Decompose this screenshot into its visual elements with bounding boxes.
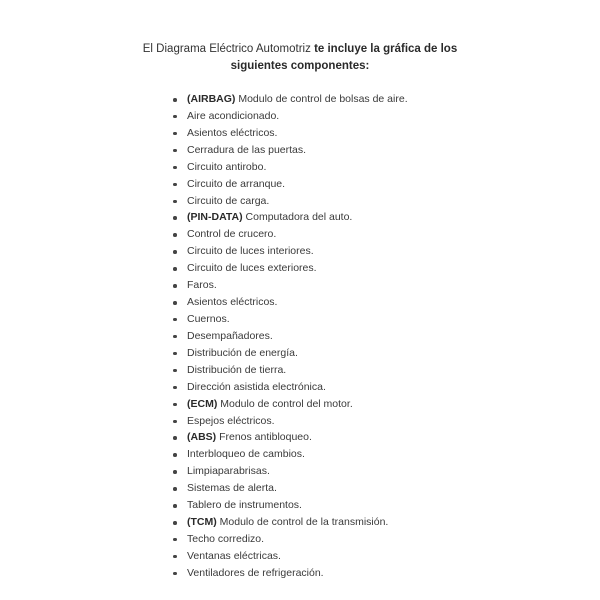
bullet-icon: [173, 538, 177, 542]
list-item: [173, 548, 408, 565]
list-item: [173, 497, 408, 514]
list-item: [173, 480, 408, 497]
component-code: (ECM): [187, 397, 218, 410]
component-name: Dirección asistida electrónica.: [187, 380, 326, 393]
bullet-icon: [173, 369, 177, 373]
bullet-icon: [173, 555, 177, 559]
list-item: [173, 396, 408, 413]
list-item: [173, 446, 408, 463]
component-name: Cerradura de las puertas.: [187, 143, 307, 156]
list-item: [173, 159, 408, 176]
component-name: Computadora del auto.: [242, 211, 353, 224]
component-code: (AIRBAG): [187, 93, 236, 105]
bullet-icon: [173, 403, 177, 407]
intro-paragraph: [120, 41, 480, 75]
bullet-icon: [173, 521, 177, 525]
list-item: [173, 226, 408, 243]
bullet-icon: [173, 183, 177, 187]
bullet-icon: [173, 572, 177, 576]
list-item: [173, 277, 408, 294]
component-name: Distribución de tierra.: [187, 363, 287, 376]
component-name: Ventanas eléctricas.: [187, 549, 281, 562]
bullet-icon: [173, 352, 177, 356]
bullet-icon: [173, 386, 177, 390]
component-name: Aire acondicionado.: [187, 109, 280, 122]
component-name: Frenos antibloqueo.: [216, 431, 312, 444]
bullet-icon: [173, 98, 177, 102]
intro-plain-text: El Diagrama Eléctrico Automotriz: [142, 43, 315, 55]
bullet-icon: [173, 504, 177, 508]
bullet-icon: [173, 250, 177, 254]
list-item: [173, 514, 408, 531]
list-item: [173, 91, 408, 108]
component-name: Circuito de carga.: [187, 194, 270, 207]
component-name: Distribución de energía.: [187, 346, 298, 359]
intro-bold-text: te incluye la gráfica de los siguientes componentes:: [230, 43, 458, 72]
bullet-icon: [173, 149, 177, 153]
bullet-icon: [173, 301, 177, 305]
component-name: Techo corredizo.: [187, 532, 265, 545]
bullet-icon: [173, 233, 177, 237]
bullet-icon: [173, 318, 177, 322]
component-name: Interbloqueo de cambios.: [187, 448, 305, 461]
bullet-icon: [173, 487, 177, 491]
component-name: Sistemas de alerta.: [187, 482, 277, 495]
bullet-icon: [173, 132, 177, 136]
bullet-icon: [173, 470, 177, 474]
list-item: [173, 193, 408, 210]
list-item: [173, 108, 408, 125]
list-item: [173, 243, 408, 260]
components-list: [173, 91, 408, 582]
bullet-icon: [173, 436, 177, 440]
component-name: Tablero de instrumentos.: [187, 499, 302, 512]
component-name: Asientos eléctricos.: [187, 126, 278, 139]
list-item: [173, 176, 408, 193]
component-name: Ventiladores de refrigeración.: [187, 566, 324, 579]
component-name: Circuito antirobo.: [187, 160, 267, 173]
list-item: [173, 429, 408, 446]
component-name: Circuito de arranque.: [187, 177, 286, 190]
list-item: [173, 294, 408, 311]
bullet-icon: [173, 267, 177, 271]
component-name: Desempañadores.: [187, 329, 273, 342]
component-name: Circuito de luces interiores.: [187, 245, 314, 258]
list-item: [173, 345, 408, 362]
bullet-icon: [173, 335, 177, 339]
component-name: Cuernos.: [187, 312, 230, 325]
component-name: Limpiaparabrisas.: [187, 465, 270, 478]
list-item: [173, 328, 408, 345]
bullet-icon: [173, 420, 177, 424]
component-name: Espejos eléctricos.: [187, 414, 275, 427]
component-name: Circuito de luces exteriores.: [187, 262, 317, 275]
component-code: (TCM): [187, 516, 217, 529]
bullet-icon: [173, 216, 177, 220]
bullet-icon: [173, 453, 177, 457]
list-item: [173, 209, 408, 226]
list-item: [173, 125, 408, 142]
component-name: Modulo de control de bolsas de aire.: [235, 93, 408, 105]
list-item: [173, 362, 408, 379]
component-name: Faros.: [187, 279, 217, 292]
bullet-icon: [173, 166, 177, 170]
bullet-icon: [173, 115, 177, 119]
bullet-icon: [173, 200, 177, 204]
list-item: [173, 142, 408, 159]
list-item: [173, 311, 408, 328]
component-code: (ABS): [187, 431, 217, 444]
component-name: Modulo de control de la transmisión.: [216, 516, 389, 529]
list-item: [173, 260, 408, 277]
component-name: Modulo de control del motor.: [217, 397, 353, 410]
component-name: Asientos eléctricos.: [187, 296, 278, 309]
component-name: Control de crucero.: [187, 228, 277, 241]
component-code: (PIN-DATA): [187, 211, 243, 224]
list-item: [173, 531, 408, 548]
list-item: [173, 379, 408, 396]
list-item: [173, 413, 408, 430]
list-item: [173, 463, 408, 480]
bullet-icon: [173, 284, 177, 288]
list-item: [173, 565, 408, 582]
